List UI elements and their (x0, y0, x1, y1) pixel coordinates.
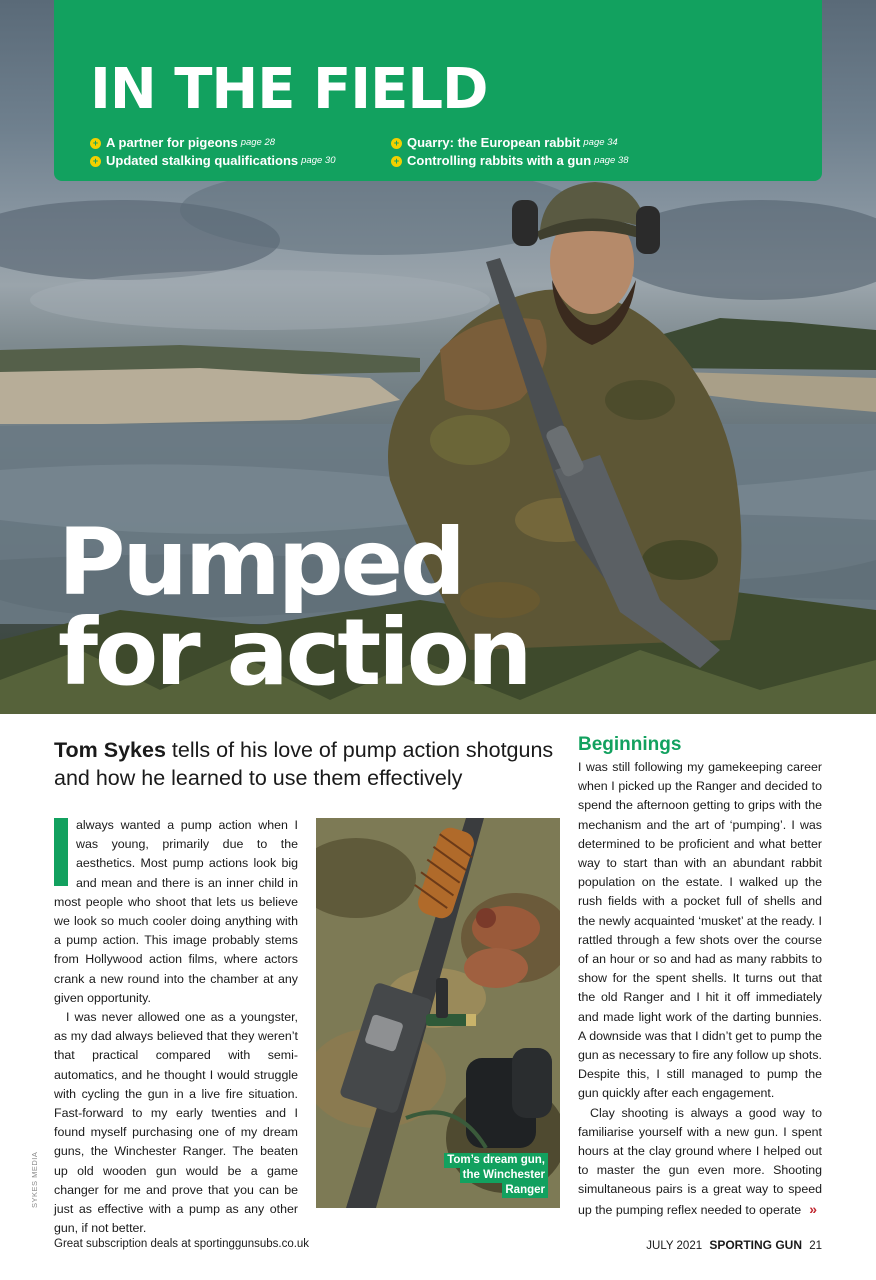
standfirst-text: tells of his love of pump action shotguns and how he learned to use them effectively (54, 738, 554, 790)
section-contents-column-1 (90, 134, 335, 170)
author-name: Tom Sykes (54, 738, 166, 762)
body-paragraph-text: Clay shooting is always a good way to familiarise yourself with a new gun. I spent hours at the clay ground where I helped out to master the gun even more. Shooting simultaneous pairs is a great way to speed up the pumping reflex needed to operate (578, 1105, 822, 1217)
contents-item-label: Controlling rabbits with a gun (407, 153, 592, 168)
contents-item-page: page 38 (594, 155, 629, 166)
contents-item[interactable] (391, 134, 629, 152)
section-subhead: Beginnings (578, 734, 682, 755)
section-title: IN THE FIELD (90, 57, 488, 122)
contents-item-label: A partner for pigeons (106, 135, 238, 150)
body-paragraph: I was still following my gamekeeping career when I picked up the Ranger and decided to spend the afternoon getting to grips with the mechanism and the art of ‘pumping’. I was determined to be proficient and what better way to start than with an abundant rabbit population on the estate. I walked up the rush fields with a pocket full of shells and the newly acquainted ‘musket’ at the ready. I rattled through a few shots over the course of an hour or so and had as many rabbits to show for the spent shells. It turns out that the old Ranger and I hit it off immediately and made light work of the darting bunnies. A downside was that I didn’t get to pump the gun as necessary to fire any follow up shots. Despite this, I still managed to pump the gun quickly after each engagement. (578, 760, 822, 1101)
section-contents-column-2 (391, 134, 629, 170)
contents-item[interactable] (90, 152, 335, 170)
plus-bullet-icon: + (90, 138, 101, 149)
footer-folio (646, 1238, 822, 1252)
plus-bullet-icon: + (391, 156, 402, 167)
drop-cap-bar (54, 818, 68, 886)
contents-item-page: page 30 (301, 155, 336, 166)
issue-date: JULY 2021 (646, 1240, 703, 1252)
caption-line-3: Ranger (502, 1183, 548, 1198)
photo-credit: SYKES MEDIA (30, 1151, 39, 1208)
footer-subscription-promo[interactable]: Great subscription deals at sportinggunsubs.co.uk (54, 1238, 310, 1250)
article-headline (58, 509, 530, 706)
page-number: 21 (809, 1240, 822, 1252)
contents-item[interactable] (391, 152, 629, 170)
gun-photo (316, 818, 560, 1208)
headline-line-1: Pumped (58, 509, 463, 616)
section-header (54, 0, 822, 181)
body-paragraph: I was never allowed one as a youngster, as my dad always believed that they weren’t that practical compared with semi-automatics, and he thought I would struggle with cycling the gun in a live fire situation. Fast-forward to my early twenties and I found myself purchasing one of my dream guns, the Winchester Ranger. The beaten up old wooden gun would be a game changer for me and prove that you can be just as effective with a pump as any other gun, if not better. (54, 1010, 298, 1236)
body-column-2 (578, 758, 822, 1220)
caption-line-1: Tom’s dream gun, (444, 1153, 548, 1168)
caption-line-2: the Winchester (460, 1168, 548, 1183)
plus-bullet-icon: + (391, 138, 402, 149)
contents-item-page: page 34 (583, 137, 618, 148)
plus-bullet-icon: + (90, 156, 101, 167)
magazine-name: SPORTING GUN (709, 1238, 802, 1252)
gun-photo-illustration (316, 818, 560, 1208)
contents-item-label: Quarry: the European rabbit (407, 135, 581, 150)
body-paragraph-last (578, 1104, 822, 1220)
article-standfirst (54, 736, 564, 792)
body-column-1 (54, 816, 298, 1238)
contents-item-label: Updated stalking qualifications (106, 153, 299, 168)
contents-item[interactable] (90, 134, 335, 152)
body-paragraph: always wanted a pump action when I was young, primarily due to the aesthetics. Most pump actions look big and mean and there is an inner child in most people who shoot that lets us believe we look so much cooler doing anything with a pump action. This image probably stems from Hollywood action films, where actors crank a new round into the chamber at any given opportunity. (54, 818, 298, 1005)
photo-caption (444, 1153, 548, 1198)
continue-arrow-icon: » (809, 1200, 817, 1217)
headline-line-2: for action (58, 599, 530, 706)
contents-item-page: page 28 (240, 137, 276, 148)
